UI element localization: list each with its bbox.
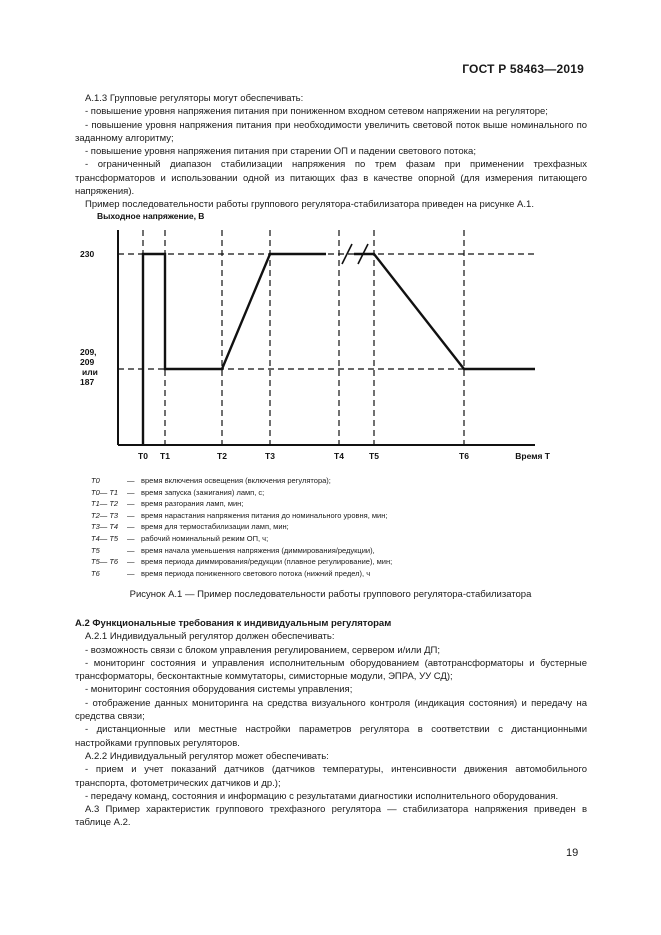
legend-sep: — <box>127 568 135 578</box>
document-id: ГОСТ Р 58463—2019 <box>462 62 584 76</box>
y-tick-label-line: или <box>82 367 98 377</box>
legend-sep: — <box>127 557 135 567</box>
legend-row <box>91 510 392 522</box>
paragraph: - повышение уровня напряжения питания при необходимости увеличить световой поток выше номинального по заданному алгоритму; <box>75 119 587 144</box>
paragraph: Пример последовательности работы группового регулятора-стабилизатора приведен на рисунке А.1. <box>85 199 534 211</box>
x-axis-title: Время Т <box>515 451 550 461</box>
legend-key: Т0— Т1 <box>91 487 119 497</box>
legend-row <box>91 568 392 580</box>
legend-sep: — <box>127 545 135 555</box>
paragraph: - ограниченный диапазон стабилизации напряжения по трем фазам при применении трехфазных трансформаторов и использовании одной из питающих фаз в качестве опорной (для измерения питающего напряжения). <box>75 159 587 198</box>
paragraph: - прием и учет показаний датчиков (датчиков температуры, интенсивности движения автомобильного транспорта, фотометрических датчиков и др.); <box>75 764 587 789</box>
voltage-line <box>143 254 326 445</box>
figure-caption: Рисунок А.1 — Пример последовательности работы группового регулятора-стабилизатора <box>129 589 532 600</box>
figure-a1 <box>80 205 560 465</box>
legend-desc: время для термостабилизации ламп, мин; <box>141 522 289 532</box>
legend-row <box>91 521 392 533</box>
legend-sep: — <box>127 510 135 520</box>
y-tick-label <box>80 347 98 387</box>
legend-key: Т6 <box>91 568 100 578</box>
intro-text <box>75 92 587 212</box>
legend-row <box>91 556 392 568</box>
paragraph: А.3 Пример характеристик группового трехфазного регулятора — стабилизатора напряжения приведен в таблице А.2. <box>75 804 587 829</box>
paragraph: - отображение данных мониторинга на средства визуального контроля (индикация состояния) и передачу на средства связи; <box>75 697 587 723</box>
voltage-chart <box>80 205 560 465</box>
paragraph: - передачу команд, состояния и информацию с результатами диагностики исполнительного оборудования. <box>85 790 559 802</box>
legend-key: Т3— Т4 <box>91 522 119 532</box>
legend-desc: время начала уменьшения напряжения (диммирования/редукции), <box>141 545 375 555</box>
page-number: 19 <box>566 847 579 859</box>
legend-desc: время разгорания ламп, мин; <box>141 499 244 509</box>
legend-desc: время периода диммирования/редукции (плавное регулирование), мин; <box>141 557 393 567</box>
legend-desc: время запуска (зажигания) ламп, с; <box>141 487 265 497</box>
legend-sep: — <box>127 499 135 509</box>
paragraph: - повышение уровня напряжения питания при пониженном входном сетевом напряжении на регуляторе; <box>85 106 548 118</box>
y-axis-title: Выходное напряжение, В <box>97 211 205 221</box>
legend-key: Т2— Т3 <box>91 510 119 520</box>
paragraph: А.1.3 Групповые регуляторы могут обеспечивать: <box>85 93 304 104</box>
legend-key: Т5— Т6 <box>91 557 119 567</box>
section-a2 <box>75 617 587 830</box>
legend-key: Т0 <box>91 476 100 485</box>
figure-legend <box>91 475 392 579</box>
x-tick-label: Т5 <box>369 451 379 461</box>
paragraph: А.2.2 Индивидуальный регулятор может обеспечивать: <box>85 750 329 762</box>
x-tick-label: Т1 <box>160 451 170 461</box>
x-tick-label: Т4 <box>334 451 344 461</box>
paragraph: - мониторинг состояния и управления исполнительным оборудованием (автотрансформаторы и бустерные трансформаторы, бесконтактные коммутаторы, симисторные модули, ЭПРА, УУ СД); <box>75 657 587 683</box>
x-tick-label: Т2 <box>217 451 227 461</box>
legend-sep: — <box>127 522 135 532</box>
section-title: А.2 Функциональные требования к индивидуальным регуляторам <box>75 618 392 629</box>
paragraph: - дистанционные или местные настройки параметров регулятора в соответствии с дистанционными настройками групповых регуляторов. <box>75 724 587 749</box>
paragraph: - повышение уровня напряжения питания при старении ОП и падении светового потока; <box>85 146 476 158</box>
legend-desc: время периода пониженного светового потока (нижний предел), ч <box>141 568 371 578</box>
paragraph: - возможность связи с блоком управления регулированием, сервером и/или ДП; <box>85 644 440 656</box>
legend-sep: — <box>127 533 135 543</box>
legend-row <box>91 487 392 499</box>
paragraph: А.2.1 Индивидуальный регулятор должен обеспечивать: <box>85 631 335 643</box>
legend-sep: — <box>127 487 135 497</box>
y-tick-label-line: 209, <box>80 347 97 357</box>
legend-row <box>91 533 392 545</box>
legend-row <box>91 498 392 510</box>
legend-key: Т5 <box>91 545 100 555</box>
legend-row <box>91 475 392 487</box>
x-tick-label: Т6 <box>459 451 469 461</box>
voltage-line <box>354 254 535 369</box>
legend-desc: время нарастания напряжения питания до номинального уровня, мин; <box>141 510 388 520</box>
legend-desc: время включения освещения (включения регулятора); <box>141 476 331 485</box>
x-tick-label: Т0 <box>138 451 148 461</box>
legend-desc: рабочий номинальный режим ОП, ч; <box>141 533 269 543</box>
legend-key: Т4— Т5 <box>91 533 119 543</box>
legend-sep: — <box>127 476 135 485</box>
y-tick-label: 230 <box>80 249 95 259</box>
paragraph: - мониторинг состояния оборудования системы управления; <box>85 684 353 696</box>
legend-row <box>91 545 392 557</box>
y-tick-label-line: 187 <box>80 377 95 387</box>
y-tick-label-line: 209 <box>80 357 95 367</box>
x-tick-label: Т3 <box>265 451 275 461</box>
legend-key: Т1— Т2 <box>91 499 119 509</box>
